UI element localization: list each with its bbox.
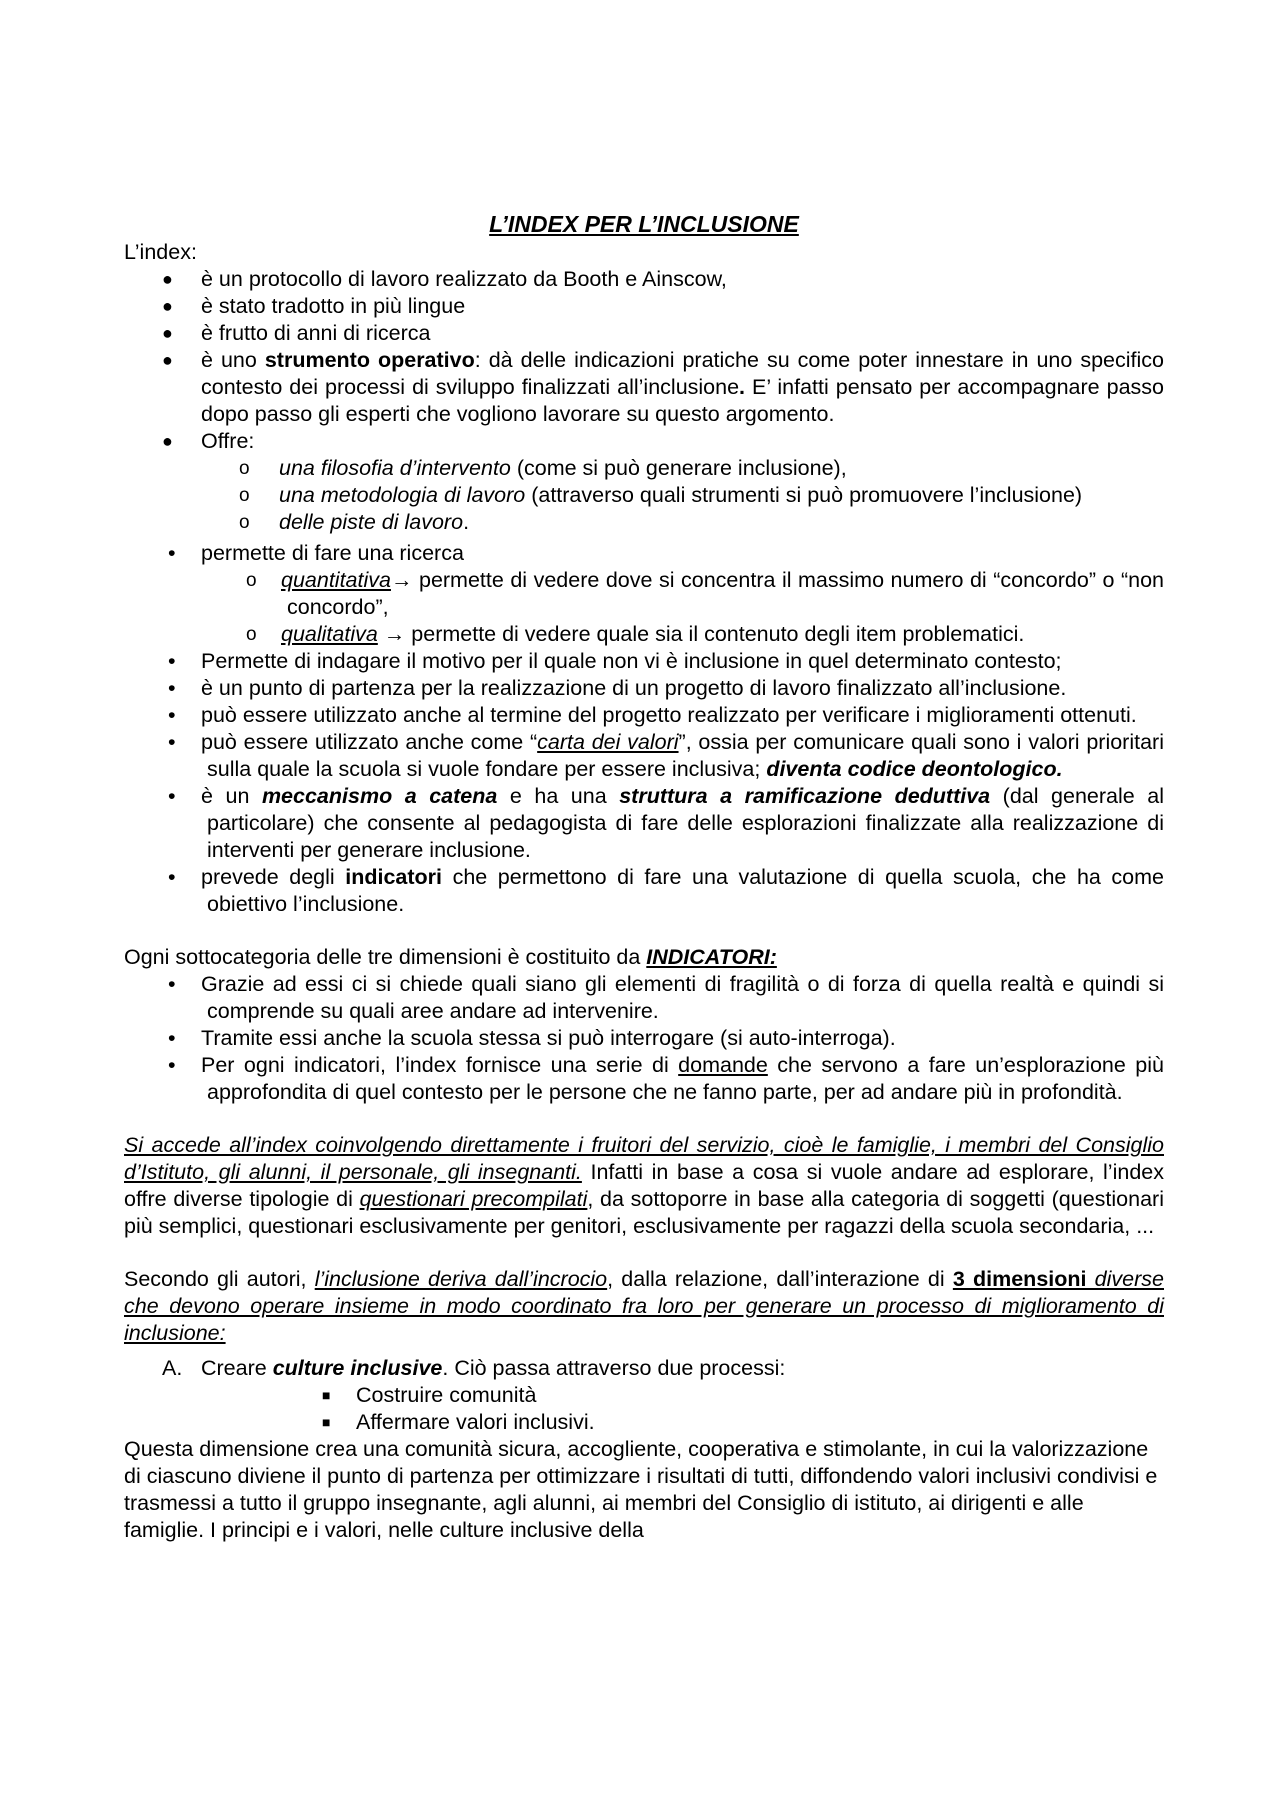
square-bullet-icon: ■: [322, 1387, 331, 1403]
circle-bullet-icon: o: [246, 624, 257, 645]
list-item: ● è frutto di anni di ricerca: [162, 321, 431, 345]
accesso-paragraph: Si accede all’index coinvolgendo direttamente i fruitori del servizio, cioè le famiglie, i membri del Consiglio d’Istituto, gli alunni, il personale, gli insegnanti. Infatti in base a cosa si vuole andare ad esplorare, l’index offre diverse tipologie di questionari precompilati, da sottoporre in base alla categoria di soggetti (questionari più semplici, questionari esclusivamente per genitori, esclusivamente per ragazzi della scuola secondaria, ...: [124, 1133, 1164, 1238]
list-item: ■ Costruire comunità: [322, 1383, 537, 1407]
ricerca-sublist: [124, 567, 1164, 648]
bullet-icon: ●: [162, 350, 173, 370]
circle-bullet-icon: o: [239, 512, 250, 533]
intro-label: L’index:: [124, 240, 197, 264]
index-uses-list: [124, 648, 1164, 918]
circle-bullet-icon: o: [239, 458, 250, 479]
autori-paragraph: Secondo gli autori, l’inclusione deriva dall’incrocio, dalla relazione, dall’interazione di 3 dimensioni diverse che devono operare insieme in modo coordinato fra loro per generare un processo di miglioramento di inclusione:: [124, 1267, 1164, 1345]
bullet-icon: •: [168, 703, 176, 727]
list-item: • Permette di indagare il motivo per il quale non vi è inclusione in quel determinato contesto;: [168, 649, 1062, 673]
list-item: • Grazie ad essi ci si chiede quali siano gli elementi di fragilità o di forza di quella realtà e quindi si comprende su quali aree andare ad intervenire.: [168, 972, 1164, 1023]
list-item: A. Creare culture inclusive. Ciò passa attraverso due processi:: [162, 1356, 786, 1380]
circle-bullet-icon: o: [239, 485, 250, 506]
list-item: • Tramite essi anche la scuola stessa si può interrogare (si auto-interroga).: [168, 1026, 896, 1050]
list-item: • prevede degli indicatori che permettono di fare una valutazione di quella scuola, che ha come obiettivo l’inclusione.: [168, 865, 1164, 916]
culture-sublist: [124, 1382, 1164, 1436]
bullet-icon: •: [168, 865, 176, 889]
page-title: L’INDEX PER L’INCLUSIONE: [489, 211, 799, 237]
list-item: ● è un protocollo di lavoro realizzato da Booth e Ainscow,: [162, 267, 727, 291]
bullet-icon: •: [168, 1026, 176, 1050]
list-item: • può essere utilizzato anche come “carta dei valori”, ossia per comunicare quali sono i valori prioritari sulla quale la scuola si vuole fondare per essere inclusiva; diventa codice deontologico.: [168, 730, 1164, 781]
square-bullet-icon: ■: [322, 1414, 331, 1430]
bullet-icon: •: [168, 972, 176, 996]
bullet-icon: •: [168, 676, 176, 700]
bullet-icon: ●: [162, 431, 173, 451]
list-marker: A.: [162, 1356, 183, 1380]
list-item: • è un punto di partenza per la realizzazione di un progetto di lavoro finalizzato all’inclusione.: [168, 676, 1067, 700]
list-item: ● è uno strumento operativo: dà delle indicazioni pratiche su come poter innestare in uno specifico contesto dei processi di sviluppo finalizzati all’inclusione. E’ infatti pensato per accompagnare passo dopo passo gli esperti che vogliono lavorare su questo argomento.: [162, 348, 1164, 426]
dimensioni-list: [124, 1355, 1164, 1382]
list-item: ■ Affermare valori inclusivi.: [322, 1410, 595, 1434]
list-item: o quantitativa→ permette di vedere dove si concentra il massimo numero di “concordo” o “non concordo”,: [246, 568, 1164, 619]
bullet-icon: •: [168, 730, 176, 754]
list-item: • Per ogni indicatori, l’index fornisce una serie di domande che servono a fare un’esplorazione più approfondita di quel contesto per le persone che ne fanno parte, per ad andare più in profondità.: [168, 1053, 1164, 1104]
closing-paragraph: Questa dimensione crea una comunità sicura, accogliente, cooperativa e stimolante, in cui la valorizzazione di ciascuno diviene il punto di partenza per ottimizzare i risultati di tutti, diffondendo valori inclusivi condivisi e trasmessi a tutto il gruppo insegnante, agli alunni, ai membri del Consiglio di istituto, ai dirigenti e alle famiglie. I principi e i valori, nelle culture inclusive della: [124, 1437, 1158, 1542]
list-item: o una metodologia di lavoro (attraverso quali strumenti si può promuovere l’inclusione): [239, 483, 1083, 507]
bullet-icon: •: [168, 649, 176, 673]
index-features-list: [124, 266, 1164, 455]
list-item: o qualitativa → permette di vedere quale sia il contenuto degli item problematici.: [246, 622, 1025, 646]
list-item: o delle piste di lavoro.: [239, 510, 470, 534]
list-item: • è un meccanismo a catena e ha una struttura a ramificazione deduttiva (dal generale al particolare) che consente al pedagogista di fare delle esplorazioni finalizzate alla realizzazione di interventi per generare inclusione.: [168, 784, 1164, 862]
bullet-icon: ●: [162, 296, 173, 316]
bullet-icon: •: [168, 541, 176, 565]
indicatori-intro: Ogni sottocategoria delle tre dimensioni è costituito da INDICATORI:: [124, 945, 777, 969]
list-item: ● Offre:: [162, 429, 255, 453]
bullet-icon: ●: [162, 269, 173, 289]
ricerca-list: [124, 540, 1164, 567]
list-item: o una filosofia d’intervento (come si può generare inclusione),: [239, 456, 847, 480]
document-content: [124, 209, 1164, 1544]
bullet-icon: •: [168, 1053, 176, 1077]
list-item: • permette di fare una ricerca: [168, 541, 464, 565]
list-item: ● è stato tradotto in più lingue: [162, 294, 466, 318]
offre-sublist: [124, 455, 1164, 536]
circle-bullet-icon: o: [246, 570, 257, 591]
list-item: • può essere utilizzato anche al termine del progetto realizzato per verificare i miglioramenti ottenuti.: [168, 703, 1137, 727]
indicatori-list: [124, 971, 1164, 1106]
bullet-icon: •: [168, 784, 176, 808]
bullet-icon: ●: [162, 323, 173, 343]
